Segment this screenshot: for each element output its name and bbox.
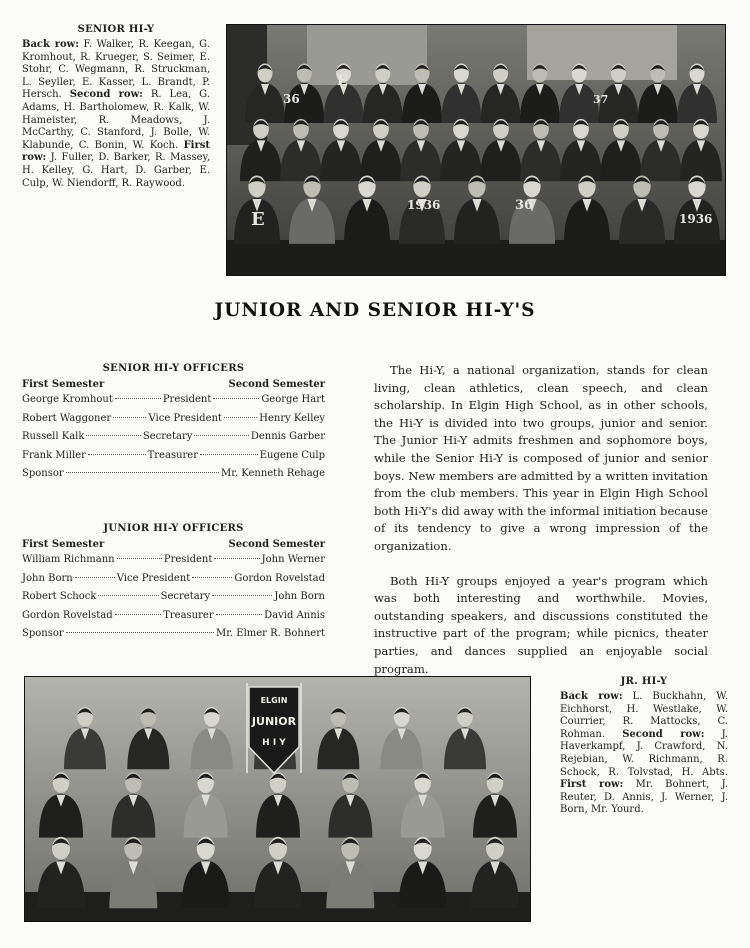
second-semester-officer: John Werner [261,554,325,565]
dot-leader [216,614,263,615]
second-semester-officer: David Annis [264,609,325,621]
first-semester-officer: Robert Waggoner [22,412,112,424]
back-row-label: Back row: [22,39,79,50]
banner-bottom-text: H I Y [262,738,286,748]
first-semester-officer: Sponsor [22,468,64,479]
dot-leader [200,454,258,455]
second-row-names: R. Lea, G. Adams, H. Bartholomew, R. Kalk, W. Hameister, R. Meadows, J. McCarthy, C. Stanford, J. Bolle, W. Klabunde, C. Bonin, W. Koch. [22,89,210,151]
officer-role: Vice President [148,412,222,424]
junior-caption-title: JR. HI-Y [620,676,668,687]
officer-role: Treasurer [163,609,214,621]
senior-hiy-caption [22,24,210,190]
banner-middle-text: JUNIOR [251,715,297,728]
second-semester-officer: Dennis Garber [250,431,325,442]
dot-leader [192,577,232,578]
officer-row [22,413,325,432]
officer-row [22,573,325,592]
officers-header [22,539,325,550]
banner-top-text: ELGIN [260,696,288,705]
second-row-names: J. Haverkampf, J. Crawford, N. Rejebian, W. Richmann, R. Schock, R. Tolvstad, H. Abts. [560,728,728,778]
dot-leader [86,435,140,436]
senior-officers-table [22,363,325,487]
second-semester-officer: George Hart [261,394,325,405]
officer-role: Vice President [116,572,191,584]
second-semester-officer: Eugene Culp [259,449,325,461]
dot-leader [113,417,146,418]
officer-row [22,431,325,450]
page-title: JUNIOR AND SENIOR HI-Y'S [214,300,536,321]
dot-leader [75,577,115,578]
junior-caption-body [560,691,728,817]
dot-leader [194,435,248,436]
first-semester-officer: William Richmann [22,554,115,565]
sweater-letter: E [251,209,265,230]
dot-leader [66,632,214,633]
officer-role: President [162,394,212,405]
first-semester-officer: John Born [22,572,73,584]
officer-row [22,591,325,610]
first-semester-heading: First Semester [22,539,105,550]
dot-leader [115,614,162,615]
senior-caption-body [22,39,210,190]
officer-role: President [163,554,213,565]
second-semester-officer: John Born [274,591,325,602]
first-row-names: Mr. Bohnert, J. Reuter, D. Annis, J. Werner, J. Born, Mr. Yourd. [560,779,728,816]
junior-hiy-group-photo [24,676,531,922]
first-semester-officer: George Kromhout [22,394,113,405]
sweater-number: 1936 [407,198,441,212]
first-semester-heading: First Semester [22,379,105,390]
dot-leader [115,398,161,399]
body-paragraph: Both Hi-Y groups enjoyed a year's program which was both interesting and worthwhile. Movies, outstanding speakers, and discussions constituted the instructive part of the program; while picnics, theater parties, and dances supplied an enjoyable social program. [374,573,708,676]
officer-row [22,554,325,573]
article-body [374,362,708,695]
sweater-number: 37 [593,93,609,106]
dot-leader [88,454,146,455]
officer-role: Secretary [160,591,211,602]
second-row-label: Second row: [69,89,143,101]
first-row-label: First row: [560,779,624,791]
sweater-letter: E [337,73,348,89]
dot-leader [212,595,272,596]
back-row-names: L. Buckhahn, W. Eichhorst, H. Westlake, W. Courrier, R. Mattocks, C. Rohman. [560,691,728,740]
junior-hiy-caption [560,676,728,817]
officer-role: Secretary [142,431,193,442]
body-paragraph: The Hi-Y, a national organization, stands for clean living, clean athletics, clean speech, and clean scholarship. In Elgin High School, as in other schools, the Hi-Y is divided into two groups, junior and senior. The Junior Hi-Y admits freshmen and sophomore boys, while the Senior Hi-Y is composed of junior and senior boys. New members are admitted by a written invitation from the club members. This year in Elgin High School both Hi-Y's did away with the informal initiation because of its tendency to give a wrong impression of the organization. [374,363,708,553]
second-semester-heading: Second Semester [228,379,325,390]
officer-role: Treasurer [147,449,198,461]
officer-row [22,610,325,629]
second-semester-officer: Mr. Kenneth Rehage [220,468,325,479]
senior-hiy-group-photo [226,24,726,276]
officer-row [22,468,325,487]
first-semester-officer: Gordon Rovelstad [22,609,113,621]
officer-row [22,628,325,647]
second-semester-heading: Second Semester [228,539,325,550]
first-semester-officer: Robert Schock [22,591,97,602]
first-row-names: J. Fuller, D. Barker, R. Massey, H. Kelley, G. Hart, D. Garber, E. Culp, W. Niendorff, R. Raywood. [22,152,210,189]
officers-header [22,379,325,390]
back-row-label: Back row: [560,691,623,702]
officer-row [22,450,325,469]
dot-leader [213,398,259,399]
senior-caption-title: SENIOR HI-Y [77,24,155,35]
sweater-number: 1936 [679,212,713,226]
dot-leader [66,472,219,473]
first-semester-officer: Sponsor [22,628,64,639]
junior-officers-table [22,523,325,647]
back-row-names: F. Walker, R. Keegan, G. Kromhout, R. Krueger, S. Seimer, E. Stohr, C. Wegmann, R. Struckman, L. Seyller, E. Kasser, L. Brandt, P. Hersch. [22,39,210,101]
officer-row [22,394,325,413]
second-row-label: Second row: [622,728,705,740]
first-semester-officer: Frank Miller [22,449,86,461]
dot-leader [214,558,259,559]
junior-photo-image [25,677,530,921]
senior-officers-title: SENIOR HI-Y OFFICERS [102,363,245,374]
dot-leader [98,595,158,596]
dot-leader [224,417,257,418]
second-semester-officer: Mr. Elmer R. Bohnert [216,628,325,639]
dot-leader [117,558,162,559]
senior-photo-image [227,25,725,275]
first-semester-officer: Russell Kalk [22,431,85,442]
second-semester-officer: Gordon Rovelstad [234,572,325,584]
first-row-label: First row: [22,139,210,164]
sweater-number: 36 [515,198,534,213]
sweater-number: 36 [283,92,300,106]
junior-officers-title: JUNIOR HI-Y OFFICERS [103,523,244,534]
second-semester-officer: Henry Kelley [259,412,326,424]
